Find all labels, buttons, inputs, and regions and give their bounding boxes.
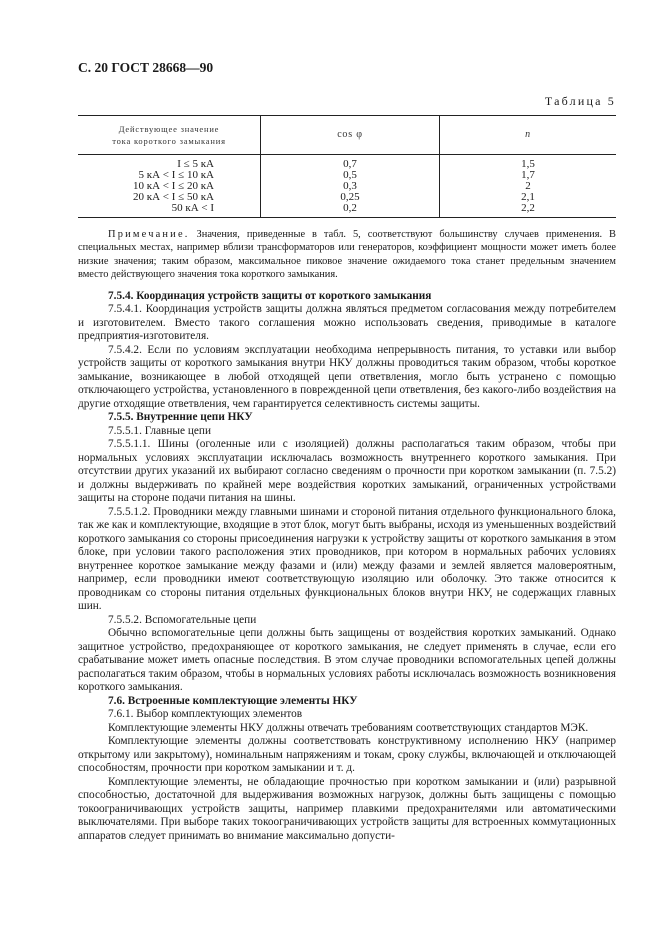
paragraph: 7.6.1. Выбор комплектующих элементов (108, 708, 303, 721)
cell-n: 2 (440, 181, 617, 192)
paragraph: 7.5.5.2. Вспомогательные цепи (108, 613, 257, 626)
cell-cos: 0,3 (261, 181, 440, 192)
table-row (78, 155, 616, 171)
table-note (78, 228, 616, 282)
cell-range: 20 кА < I ≤ 50 кА (133, 191, 214, 203)
table-caption: Таблица 5 (544, 94, 616, 108)
body-text (78, 290, 616, 844)
section-heading: 7.6. Встроенные комплектующие элементы НКУ (108, 694, 358, 707)
paragraph: 7.5.4.2. Если по условиям эксплуатации необходима непрерывность питания, то уставки или выбор устройств защиты от короткого замыкания внутри НКУ должны проводиться таким образом, чтобы короткое замыкание, возникающее в любой отходящей цепи ответвления, могло быть устранено с помощью отключающего устройства, установленного в поврежденной цепи ответвления, без какого-либо воздействия на другие отходящие ответвления, чем гарантируется селективность системы защиты. (78, 343, 616, 410)
cell-range: I ≤ 5 кА (177, 158, 214, 170)
col-header-n: n (440, 116, 617, 155)
paragraph: 7.5.4.1. Координация устройств защиты должна являться предметом согласования между потребителем и изготовителем. Вместо такого соглашения можно использовать сведения, приводимые в каталоге предприятия-изготовителя. (78, 303, 616, 343)
col-header-cos: cos φ (261, 116, 440, 155)
document-page (78, 60, 616, 843)
cell-cos: 0,5 (261, 170, 440, 181)
cell-range: 10 кА < I ≤ 20 кА (133, 180, 214, 192)
paragraph: 7.5.5.1. Главные цепи (108, 424, 212, 437)
cell-cos: 0,2 (261, 203, 440, 218)
paragraph: Обычно вспомогательные цепи должны быть защищены от воздействия коротких замыканий. Однако защитное устройство, предохраняющее от короткого замыкания, не следует применять в случае, если его срабатывание может иметь опасные последствия. В этом случае проводники вспомогательных цепей должны располагаться таким образом, чтобы в нормальных условиях работы исключалась возможность возникновения короткого замыкания. (78, 627, 616, 694)
note-label: Примечание. (108, 229, 190, 240)
page-header: С. 20 ГОСТ 28668—90 (78, 60, 214, 75)
cell-n: 1,7 (440, 170, 617, 181)
paragraph: Комплектующие элементы НКУ должны отвечать требованиям соответствующих стандартов МЭК. (108, 721, 589, 734)
cell-n: 2,1 (440, 192, 617, 203)
note-text: Значения, приведенные в табл. 5, соответствуют большинству случаев применения. В специальных местах, например вблизи трансформаторов или генераторов, коэффициент мощности может иметь более низкие значения; таким образом, максимальное пиковое значение ожидаемого тока станет предельным значением вместо действующего значения тока короткого замыкания. (78, 229, 616, 281)
cell-cos: 0,25 (261, 192, 440, 203)
cell-range: 5 кА < I ≤ 10 кА (138, 169, 214, 181)
paragraph: Комплектующие элементы должны соответствовать конструктивному исполнению НКУ (например открытому или закрытому), номинальным напряжениям и токам, сроку службы, включающей и отключающей способностям, прочности при коротком замыкании и т. д. (78, 735, 616, 775)
paragraph: 7.5.5.1.1. Шины (оголенные или с изоляцией) должны располагаться таким образом, чтобы при нормальных условиях эксплуатации исключалась возможность внутреннего короткого замыкания. При отсутствии других указаний их выбирают согласно сведениям о прочности при коротком замыкании (п. 7.5.2) и должны выдерживать по крайней мере воздействия коротких замыканий, ограниченных устройствами защиты на стороне подачи питания на шины. (78, 438, 616, 505)
cell-n: 2,2 (440, 203, 617, 218)
section-heading: 7.5.4. Координация устройств защиты от короткого замыкания (108, 289, 432, 302)
paragraph: 7.5.5.1.2. Проводники между главными шинами и стороной питания отдельного функционального блока, так же как и комплектующие, входящие в этот блок, могут быть выбраны, исходя из уменьшенных воздействий короткого замыкания со стороны присоединения нагрузки к устройству защиты от короткого замыкания в этом блоке, при условии такого расположения этих проводников, при котором в нормальных рабочих условиях внутреннее короткое замыкание между фазами и (или) между фазами и землей является маловероятным, например, если проводники имеют соответствующую изоляцию или оболочку. Это также относится к проводникам со стороны питания отдельных функциональных блоков внутри НКУ, не содержащих главных шин. (78, 505, 616, 613)
cell-range: 50 кА < I (171, 202, 214, 214)
table-row (78, 203, 616, 218)
table-5 (78, 115, 616, 218)
cell-cos: 0,7 (261, 155, 440, 171)
cell-n: 1,5 (440, 155, 617, 171)
col-header-current: Действующее значение тока короткого замыкания (78, 116, 261, 155)
section-heading: 7.5.5. Внутренние цепи НКУ (108, 411, 253, 424)
paragraph: Комплектующие элементы, не обладающие прочностью при коротком замыкании и (или) разрывной способностью, достаточной для выдерживания возможных нагрузок, должны быть защищены с помощью токоограничивающих устройств защиты, например плавкими предохранителями или автоматическими выключателями. При выборе таких токоограничивающих устройств защиты для встроенных коммутационных аппаратов следует принимать во внимание максимально допусти- (78, 775, 616, 842)
